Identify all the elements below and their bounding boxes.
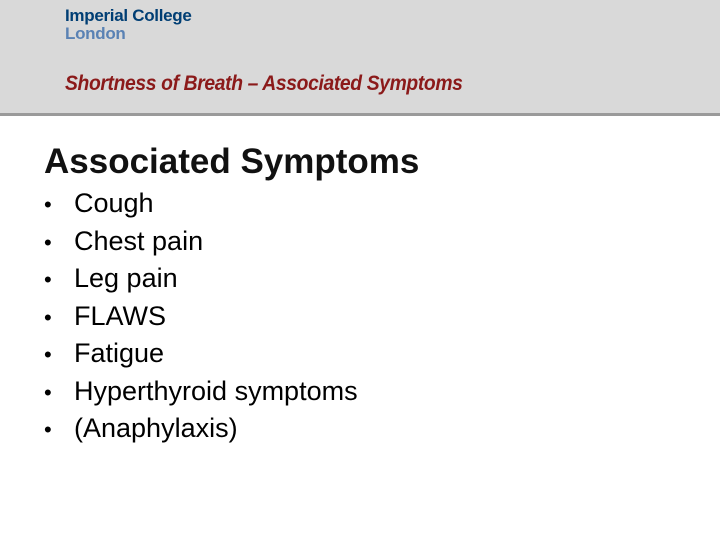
logo-line-1: Imperial College	[65, 6, 192, 25]
bullet-icon: •	[44, 192, 52, 217]
list-item-label: FLAWS	[74, 300, 167, 331]
list-item-label: (Anaphylaxis)	[74, 413, 238, 443]
list-item	[44, 376, 358, 414]
bullet-icon: •	[44, 267, 52, 292]
bullet-icon: •	[44, 342, 52, 367]
logo-line-2: London	[65, 24, 126, 43]
list-item	[44, 226, 358, 264]
banner-title: Shortness of Breath – Associated Symptoms	[65, 72, 463, 95]
list-item	[44, 338, 358, 376]
bullet-icon: •	[44, 417, 52, 442]
list-item-label: Chest pain	[74, 225, 204, 256]
imperial-college-logo	[65, 7, 192, 43]
bullet-icon: •	[44, 379, 52, 405]
list-item-label: Leg pain	[74, 263, 178, 293]
bullet-icon: •	[44, 304, 52, 330]
list-item	[44, 413, 358, 451]
symptom-list	[44, 188, 358, 451]
list-item	[44, 301, 358, 339]
header-divider	[0, 113, 720, 116]
bullet-icon: •	[44, 229, 52, 255]
list-item	[44, 263, 358, 301]
list-item-label: Fatigue	[74, 338, 165, 368]
slide-heading: Associated Symptoms	[44, 142, 420, 181]
list-item-label: Cough	[74, 188, 154, 218]
list-item	[44, 188, 358, 226]
list-item-label: Hyperthyroid symptoms	[74, 375, 358, 406]
